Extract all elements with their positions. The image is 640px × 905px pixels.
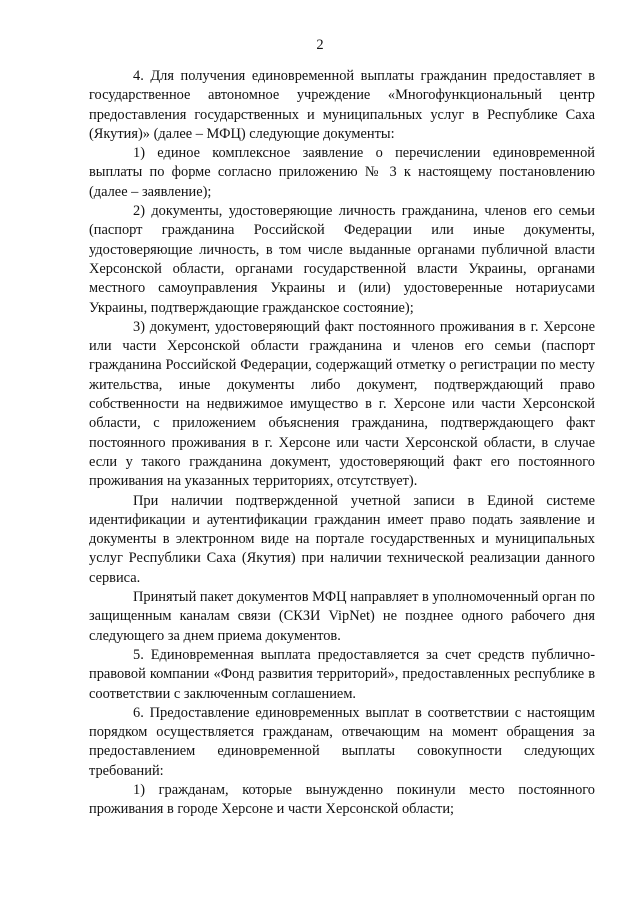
paragraph-4-documents-intro: 4. Для получения единовременной выплаты гражданин предоставляет в государственное автономное учреждение «Многофункциональный центр предоставления государственных и муниципальных услуг в Республике Саха (Якутия)» (далее – МФЦ) следующие документы: bbox=[89, 68, 595, 142]
paragraph-4-item-2-identity-documents: 2) документы, удостоверяющие личность гражданина, членов его семьи (паспорт гражданина Российской Федерации или иные документы, удостоверяющие личность, в том числе выданные органами публичной власти Херсонской области, органами государственной власти Украины, органами местного самоуправления Украины и (или) удостоверенные нотариусами Украины, подтверждающие гражданское состояние); bbox=[89, 203, 595, 316]
paragraph-electronic-submission: При наличии подтвержденной учетной записи в Единой системе идентификации и аутентификации гражданин имеет право подать заявление и документы в электронном виде на портале государственных и муниципальных услуг Республики Саха (Якутия) при наличии технической реализации данного сервиса. bbox=[89, 492, 595, 586]
paragraph-mfc-transfer: Принятый пакет документов МФЦ направляет в уполномоченный орган по защищенным каналам связи (СКЗИ VipNet) не позднее одного рабочего дня следующего за днем приема документов. bbox=[89, 589, 595, 644]
paragraph-6-item-1: 1) гражданам, которые вынужденно покинули место постоянного проживания в городе Херсоне и части Херсонской области; bbox=[89, 781, 595, 818]
paragraph-5-funding: 5. Единовременная выплата предоставляется за счет средств публично-правовой компании «Фонд развития территорий», предоставленных республике в соответствии с заключенным соглашением. bbox=[89, 646, 595, 702]
paragraph-4-item-3-residence-document: 3) документ, удостоверяющий факт постоянного проживания в г. Херсоне или части Херсонской области гражданина и членов его семьи (паспорт гражданина Российской Федерации, содержащий отметку о регистрации по месту жительства, иные документы либо документ, подтверждающий право собственности на недвижимое имущество в г. Херсоне или части Херсонской области, с приложением объяснения гражданина, подтверждающего факт постоянного проживания в г. Херсоне или части Херсонской области, в случае если у такого гражданина документ, удостоверяющий факт его постоянного проживания на указанных территориях, отсутствует). bbox=[89, 318, 595, 490]
paragraph-6-requirements: 6. Предоставление единовременных выплат в соответствии с настоящим порядком осуществляется гражданам, отвечающим на момент обращения за предоставлением единовременной выплаты совокупности следующих требований: bbox=[89, 704, 595, 779]
document-body bbox=[89, 67, 595, 820]
page-number: 2 bbox=[316, 37, 324, 53]
paragraph-4-item-1-application: 1) единое комплексное заявление о перечислении единовременной выплаты по форме согласно приложению № 3 к настоящему постановлению (далее – заявление); bbox=[89, 145, 595, 200]
